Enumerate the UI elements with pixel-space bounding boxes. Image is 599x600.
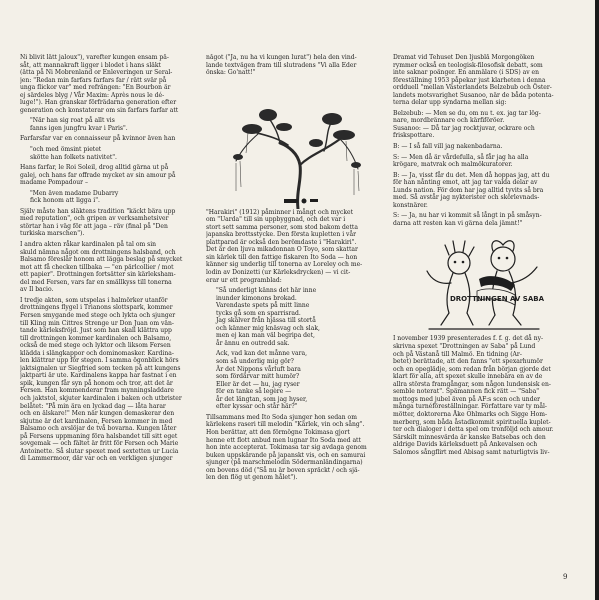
- verse-quote: "Så underligt känns det här inne inunder kimonons brokad. Varendaste spets på mitt linne tycks gå som en sparrisrad. Jag skälver från hjässa till stortå och känner mig knäsvag och slak, men ej kan man väl begripa det, år ännu en outredd sak.: [216, 287, 320, 347]
- illustration-space: [206, 77, 380, 209]
- japanese-tree-illustration: [228, 91, 368, 209]
- paragraph: något ("Ja, nu ha vi kungen lurat") hela den vind- lande textvägen fram till slutradens "Vi alla Eder önska: Go'natt!": [206, 54, 357, 77]
- paragraph: I andra akten råkar kardinalen på tal om sin skuld nämna något om drottningens halsband, och Balsamo föreslår honom att lägga beslag på smycket mot att få checken tillbaka — "en pärlcollier / mot ett papier". Drottningen fortsätter sin kärleksham- del med Fersen, vars far en smällkyss till tonerna av Il bacio.: [20, 241, 183, 294]
- paragraph: Farfarsfar var en connaisseur på kvinnor även han: [20, 135, 176, 143]
- verse-quote: "och med ömsint pietet skötte han folkets nativitet".: [30, 146, 117, 161]
- paragraph: Dramat vid Tehuset Den ljusblå Morgongöken rymmer också en teologisk-filosofisk debatt, som inte saknar poänger. En anmälare (i SDS) av en föreställning 1953 påpekar just klarheten i denna ordduell "mellan Västerlandets Belzebub och Öster- landets motsvarighet Susanoo, när de båda potenta- terna delar upp syndarna mellan sig:: [393, 54, 554, 107]
- dialogue: B: — Ja, visst får du det. Men då hoppas jag, att du för han nånting emot, att jag tar valda delar av Lunds nation. För dom har jag alltid tyvits så bra med. Så avstår jag nykterister och skörlevnads- konstnärer.: [393, 171, 550, 209]
- paragraph: Själv måste han släktens tradition "käckt bära upp med reputation", och gripen av verksamhetsiver störtar han i väg för att jaga – räv (final på "Den turkiska marschen").: [20, 207, 176, 238]
- paragraph: Hans farfar, le Roi Soleil, drog alltid gärna ut på galej, och hans far offrade mycket av sin amour på madame Pompadour –: [20, 164, 176, 187]
- paragraph: I tredje akten, som utspelas i halmörker utanför drottningens flygel i Trianons slottspark, kommer Fersen smygande med stege och lykta och sjunger till Kling min Cittres Strenge ur Don Juan om vän- tande kärleksfröjd. Just som han skall klättra upp till drottningen kommer kardinalen och Balsamo, också de med stege och lyktor och liksom Fersen klädda i slängkappor och dominomasker. Kardina- len klättrar upp för stegen. I samma ögonblick hörs jaktsignalen ur Siegfried som tecken på att kungens jaktparti är ute. Kardinalens kappa har fastnat i en spik, kungen får syn på honom och tror, att det är Fersen. Han kommenderar fram mynningsladdare och jaktstol, skjuter kardinalen i baken och utbrister belåtet: "På min ära en lyckad dag — låta harar och en älskare!" Men när kungen demaskerar den skjutne är det kardinalen, Fersen kommer in med Balsamo och avslöjar de två bovarna. Kungen låter på Fersens uppmaning föra halsbandet till sitt eget sovgemak — och fältet är fritt för Fersen och Marie Antoinette. Så slutar spexet med sextetten ur Lucia di Lammermoor, där var och en verkligen sjunger: [20, 296, 182, 463]
- dialogue: S: — Ja, nu har vi kommit så långt in på småsyn- darna att resten kan vi gärna dela jämnt!": [393, 212, 542, 227]
- paragraph: Ni blivit lätt jaloux"), varefter kungen ensam på- såt, att mannakraft ligger i blodet i hans släkt (ätta på Ni Mobrenland or Enleveringen ur Seral- jen: "Redan min farfars farfars far / rätt svär på unga flickor var" med refrängen: "En Bourbon är ej särdeles blyg / Vår Maxim: Après nous le dé- luge!"). Han granskar förfrädarna generation efter generation och konstaterar om sin farfars farfar att: [20, 54, 179, 114]
- right-column: [393, 54, 569, 584]
- left-column: [20, 54, 198, 584]
- saba-cartoon-illustration: [419, 233, 549, 333]
- middle-column: [206, 54, 380, 584]
- verse-quote: Ack, vad kan det månne vara, som så underlig mig gör? Är det Nippons vårluft bara som fördärvar mitt humör? Eller är det — hu, jag ryser för en tanke så legère — år det längtan, som jag hyser, efter kyssar och står här?": [216, 350, 308, 411]
- cartoon-space: [393, 227, 569, 335]
- dialogue: B: — I så fall vill jag nakenbadarna.: [393, 143, 503, 151]
- verse-quote: "Men även madame Dubarry fick honom att ligga i".: [30, 189, 119, 205]
- paragraph: I november 1939 presenterades f. f. g. det då ny- skrivna spexet "Drottningen av Saba" på Lund och på Västanå till Malmö. En tidning (Ar- betet) berättade, att den fanns "ett spexarhumör och en opeglädje, som redan från början gjorde det klart för alla, att spexet skulle innebära en av de allra största framgångar, som någon lundensisk en- semble noterat". Spämannen fick rätt — "Saba" mottogs med jubel även på AF:s scen och under många turnéföreställningar. Författare var ty mål- mötter, doktorerna Åke Ohlmarks och Sigge Hom- merberg, som båda åstadkommit spirituella kuplet- ter och dialoger i detta spel om tronföljd och amour. Särskilt minnesvärda är kanske Batsebas och den aldrige Davids kärleksduett på Ankevalsen och Salomos sångflirt med Abisag samt naturligtvis liv-: [393, 335, 554, 456]
- paragraph: "Harakiri" (1912) påminner i mångt och mycket om "Uarda" till sin uppbyggnad, och det var i stort sett samma personer, som stod bakom detta japanska brottsstycke. Den första kupletten i vår plattparad är också den berömdaste i "Harakiri". Det är den ljuva mikadonnan O Toyo, som skattar sin kärlek till den fattige fiskaren Ito Soda — hon känner sig underlig till tonerna av Loreley och me- lodin av Donizetti (ur Kärleksdrycken) — vi cit- erar ur ett programblad:: [206, 208, 363, 284]
- paragraph: Tillsammans med Ito Soda sjunger hon sedan om kärlekens raseri till melodin "Kärlek, vin och sång". Hon berättar, att den förmögne Tokimasa gjort henne ett flott anbud men lugnar Ito Soda med att hon inte accepterat. Tokimasa tar sig avdaga genom buken uppskärande på japanskt vis, och en samurai sjunger (på marschmelodin Södermanländingarna) om bovens död ("Så nu är boven spräckt / och sjä- len den flög ut genom hålet").: [206, 413, 367, 482]
- dialogue: S: — Men då är vårdefulla, så får jag ha alla krögare, matvrak och malmökuratorer.: [393, 153, 529, 169]
- page-edge: [595, 0, 599, 600]
- verse-quote: "När han sig roat på allt vis fanns igen jungfru kvar i Paris".: [30, 117, 128, 132]
- page-number: 9: [563, 573, 568, 581]
- dialogue: Belzebub: — Men se du, om nu t. ex. jag tar lög- nare, mordbrännare och kärfiföröer. Susanoo: — Då tar jag rocktjuvar, ockrare och friskspottare.: [393, 109, 541, 140]
- cartoon-banner-text: DROTTNINGEN AV SABA: [449, 295, 545, 304]
